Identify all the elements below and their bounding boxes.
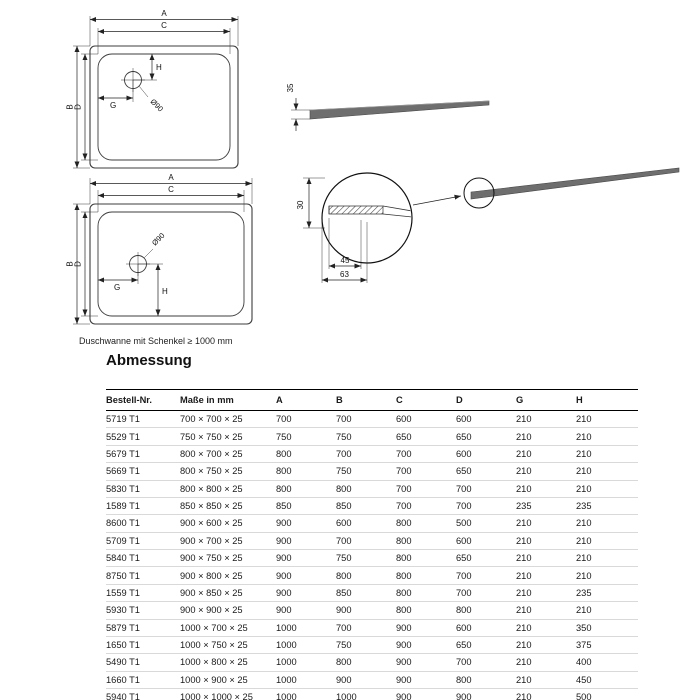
table-cell: 8750 T1 xyxy=(106,567,180,584)
table-cell: 235 xyxy=(576,497,638,514)
detail-view xyxy=(283,148,693,300)
table-cell: 850 xyxy=(276,497,336,514)
table-cell: 1000 × 900 × 25 xyxy=(180,671,276,688)
table-cell: 900 xyxy=(336,671,396,688)
table-cell: 700 xyxy=(456,654,516,671)
table-cell: 1000 × 800 × 25 xyxy=(180,654,276,671)
depth-label: 30 xyxy=(296,200,305,210)
table-cell: 1000 xyxy=(276,671,336,688)
table-cell: 800 xyxy=(456,671,516,688)
table-cell: 210 xyxy=(576,550,638,567)
table-cell: 900 × 750 × 25 xyxy=(180,550,276,567)
table-row xyxy=(106,689,638,700)
table-cell: 5830 T1 xyxy=(106,480,180,497)
top-view-rect-tray xyxy=(65,172,275,334)
dimension-lines xyxy=(73,178,252,324)
table-cell: 700 × 700 × 25 xyxy=(180,411,276,428)
table-cell: 5930 T1 xyxy=(106,602,180,619)
table-cell: 210 xyxy=(576,445,638,462)
table-cell: 800 xyxy=(456,602,516,619)
table-cell: 210 xyxy=(576,463,638,480)
table-cell: 800 xyxy=(276,445,336,462)
table-cell: 700 xyxy=(456,480,516,497)
table-cell: 750 xyxy=(336,428,396,445)
table-cell: 900 xyxy=(396,671,456,688)
table-cell: 850 xyxy=(336,497,396,514)
dim-label-d: D xyxy=(73,104,83,110)
table-cell: 210 xyxy=(516,463,576,480)
table-cell: 1660 T1 xyxy=(106,671,180,688)
table-row xyxy=(106,602,638,619)
table-cell: 375 xyxy=(576,636,638,653)
table-cell: 210 xyxy=(516,428,576,445)
table-cell: 800 xyxy=(396,515,456,532)
table-cell: 800 × 700 × 25 xyxy=(180,445,276,462)
table-cell: 400 xyxy=(576,654,638,671)
dim-label-h: H xyxy=(156,63,162,72)
table-cell: 800 xyxy=(336,567,396,584)
table-cell: 600 xyxy=(456,411,516,428)
table-cell: 800 × 750 × 25 xyxy=(180,463,276,480)
table-cell: 210 xyxy=(516,689,576,700)
table-cell: 800 xyxy=(396,532,456,549)
table-header-row xyxy=(106,390,638,411)
table-cell: 650 xyxy=(456,428,516,445)
table-cell: 210 xyxy=(576,480,638,497)
table-cell: 700 xyxy=(396,497,456,514)
table-cell: 700 xyxy=(456,497,516,514)
width-outer-label: 63 xyxy=(340,270,349,279)
dimension-lines xyxy=(291,98,310,131)
page-title: Abmessung xyxy=(106,352,192,369)
table-cell: 700 xyxy=(396,463,456,480)
table-cell: 700 xyxy=(336,445,396,462)
table-cell: 800 × 800 × 25 xyxy=(180,480,276,497)
table-cell: 210 xyxy=(516,671,576,688)
side-view xyxy=(283,68,498,143)
dim-label-g: G xyxy=(114,283,121,292)
table-cell: 700 xyxy=(276,411,336,428)
dim-label-a: A xyxy=(168,173,174,182)
table-cell: 5840 T1 xyxy=(106,550,180,567)
table-cell: 1000 × 1000 × 25 xyxy=(180,689,276,700)
table-row xyxy=(106,445,638,462)
table-cell: 800 xyxy=(336,480,396,497)
table-cell: 750 xyxy=(336,550,396,567)
column-header: D xyxy=(456,390,516,411)
table-cell: 750 × 750 × 25 xyxy=(180,428,276,445)
table-row xyxy=(106,636,638,653)
table-cell: 600 xyxy=(396,411,456,428)
dim-label-a: A xyxy=(161,9,167,18)
column-header: Bestell-Nr. xyxy=(106,390,180,411)
table-cell: 350 xyxy=(576,619,638,636)
table-cell: 700 xyxy=(336,411,396,428)
table-cell: 900 × 700 × 25 xyxy=(180,532,276,549)
table-cell: 5709 T1 xyxy=(106,532,180,549)
table-cell: 1000 xyxy=(276,636,336,653)
table-cell: 5719 T1 xyxy=(106,411,180,428)
table-cell: 900 xyxy=(336,602,396,619)
table-cell: 800 xyxy=(336,654,396,671)
table-cell: 800 xyxy=(276,463,336,480)
table-cell: 600 xyxy=(336,515,396,532)
table-cell: 1000 xyxy=(276,619,336,636)
table-cell: 1000 × 750 × 25 xyxy=(180,636,276,653)
table-cell: 850 × 850 × 25 xyxy=(180,497,276,514)
table-cell: 210 xyxy=(576,428,638,445)
table-cell: 210 xyxy=(516,654,576,671)
table-cell: 900 xyxy=(396,689,456,700)
dim-label-h: H xyxy=(162,287,168,296)
table-cell: 8600 T1 xyxy=(106,515,180,532)
table-cell: 1000 × 700 × 25 xyxy=(180,619,276,636)
table-row xyxy=(106,671,638,688)
table-cell: 5529 T1 xyxy=(106,428,180,445)
table-cell: 900 xyxy=(276,515,336,532)
table-row xyxy=(106,619,638,636)
table-row xyxy=(106,550,638,567)
tray-profile-small xyxy=(471,168,679,199)
dim-label-b: B xyxy=(65,104,75,110)
table-cell: 700 xyxy=(456,567,516,584)
table-cell: 800 xyxy=(396,567,456,584)
dim-label-d: D xyxy=(73,261,83,267)
dimension-table xyxy=(106,389,638,700)
detail-leader-arrow xyxy=(413,196,461,205)
table-cell: 210 xyxy=(516,411,576,428)
table-cell: 235 xyxy=(576,584,638,601)
table-cell: 800 xyxy=(396,602,456,619)
table-row xyxy=(106,411,638,428)
table-cell: 800 xyxy=(396,584,456,601)
tray-profile xyxy=(310,101,489,119)
table-cell: 800 xyxy=(396,550,456,567)
table-cell: 210 xyxy=(516,480,576,497)
table-cell: 210 xyxy=(516,584,576,601)
table-cell: 750 xyxy=(336,636,396,653)
table-row xyxy=(106,497,638,514)
table-cell: 750 xyxy=(276,428,336,445)
dim-label-g: G xyxy=(110,101,117,110)
table-row xyxy=(106,428,638,445)
dim-label-c: C xyxy=(161,21,167,30)
table-cell: 900 × 850 × 25 xyxy=(180,584,276,601)
table-cell: 650 xyxy=(396,428,456,445)
table-row xyxy=(106,463,638,480)
dim-label-c: C xyxy=(168,185,174,194)
table-cell: 1559 T1 xyxy=(106,584,180,601)
table-cell: 650 xyxy=(456,636,516,653)
table-cell: 650 xyxy=(456,463,516,480)
table-row xyxy=(106,532,638,549)
table-cell: 210 xyxy=(516,532,576,549)
table-cell: 5879 T1 xyxy=(106,619,180,636)
table-cell: 900 × 600 × 25 xyxy=(180,515,276,532)
table-cell: 600 xyxy=(456,532,516,549)
table-cell: 700 xyxy=(336,619,396,636)
table-cell: 900 × 900 × 25 xyxy=(180,602,276,619)
table-cell: 900 xyxy=(276,567,336,584)
tray-inner-basin xyxy=(98,212,244,316)
table-cell: 210 xyxy=(516,445,576,462)
table-row xyxy=(106,515,638,532)
drain-diameter-label: Ø90 xyxy=(148,97,165,114)
table-cell: 1589 T1 xyxy=(106,497,180,514)
table-cell: 210 xyxy=(516,636,576,653)
table-cell: 800 xyxy=(276,480,336,497)
top-view-square-tray xyxy=(65,6,260,174)
column-header: Maße in mm xyxy=(180,390,276,411)
table-cell: 1650 T1 xyxy=(106,636,180,653)
table-cell: 900 xyxy=(396,654,456,671)
table-row xyxy=(106,584,638,601)
column-header: C xyxy=(396,390,456,411)
table-row xyxy=(106,654,638,671)
table-cell: 900 xyxy=(276,602,336,619)
drain xyxy=(121,68,145,92)
dim-label-b: B xyxy=(65,261,75,267)
table-cell: 210 xyxy=(576,567,638,584)
table-cell: 900 xyxy=(456,689,516,700)
table-cell: 210 xyxy=(576,532,638,549)
table-cell: 900 xyxy=(276,550,336,567)
table-cell: 5679 T1 xyxy=(106,445,180,462)
drawing-caption: Duschwanne mit Schenkel ≥ 1000 mm xyxy=(79,336,233,346)
table-row xyxy=(106,480,638,497)
table-cell: 210 xyxy=(516,515,576,532)
table-cell: 235 xyxy=(516,497,576,514)
table-cell: 210 xyxy=(516,602,576,619)
column-header: B xyxy=(336,390,396,411)
table-cell: 600 xyxy=(456,445,516,462)
table-cell: 5490 T1 xyxy=(106,654,180,671)
table-row xyxy=(106,567,638,584)
width-inner-label: 45 xyxy=(340,256,350,265)
table-cell: 900 × 800 × 25 xyxy=(180,567,276,584)
table-cell: 650 xyxy=(456,550,516,567)
table-cell: 600 xyxy=(456,619,516,636)
table-cell: 900 xyxy=(396,636,456,653)
drain-diameter-label: Ø90 xyxy=(150,231,167,248)
table-cell: 850 xyxy=(336,584,396,601)
table-cell: 210 xyxy=(516,550,576,567)
table-cell: 500 xyxy=(576,689,638,700)
table-cell: 5669 T1 xyxy=(106,463,180,480)
tray-outer-edge xyxy=(90,204,252,324)
table-cell: 700 xyxy=(396,480,456,497)
table-cell: 700 xyxy=(456,584,516,601)
table-cell: 1000 xyxy=(276,654,336,671)
table-cell: 500 xyxy=(456,515,516,532)
table-cell: 210 xyxy=(516,619,576,636)
table-cell: 450 xyxy=(576,671,638,688)
table-cell: 700 xyxy=(396,445,456,462)
thickness-label: 35 xyxy=(286,83,295,93)
table-cell: 1000 xyxy=(276,689,336,700)
column-header: A xyxy=(276,390,336,411)
table-cell: 700 xyxy=(336,532,396,549)
table-cell: 900 xyxy=(396,619,456,636)
table-cell: 1000 xyxy=(336,689,396,700)
table-cell: 750 xyxy=(336,463,396,480)
table-cell: 210 xyxy=(516,567,576,584)
table-cell: 210 xyxy=(576,515,638,532)
table-cell: 900 xyxy=(276,532,336,549)
column-header: H xyxy=(576,390,638,411)
table-body xyxy=(106,411,638,700)
table-cell: 900 xyxy=(276,584,336,601)
table-cell: 5940 T1 xyxy=(106,689,180,700)
table-cell: 210 xyxy=(576,411,638,428)
column-header: G xyxy=(516,390,576,411)
table-cell: 210 xyxy=(576,602,638,619)
